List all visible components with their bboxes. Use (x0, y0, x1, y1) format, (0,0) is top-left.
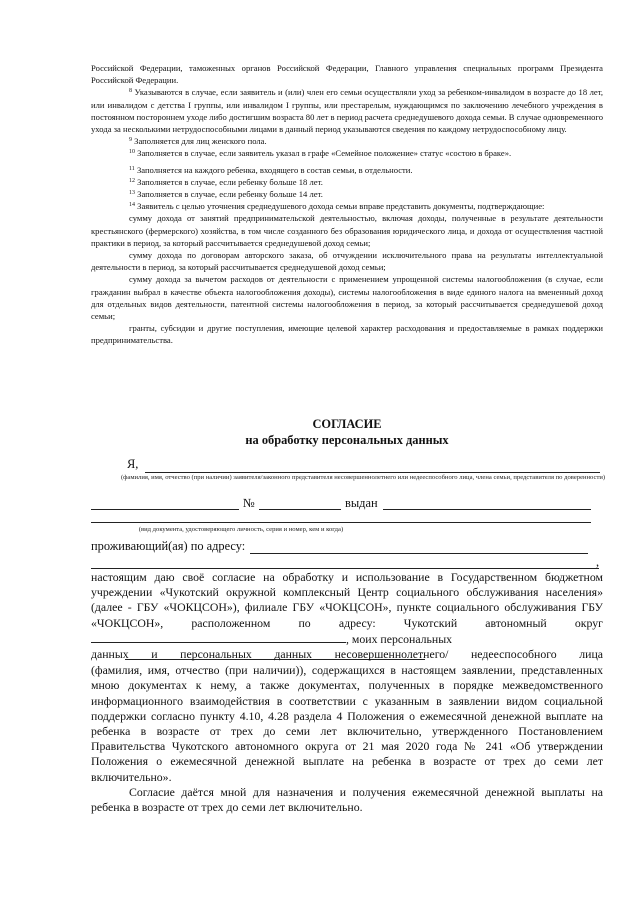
footnote-text: Заявитель с целью уточнения среднедушевого дохода семьи вправе представить документы, подтверждающие: (137, 201, 545, 212)
footnote-mark: 9 (129, 137, 132, 144)
footnote-8 (91, 86, 603, 135)
consent-body (91, 570, 603, 815)
consent-text: настоящим даю своё согласие на обработку и использование в Государственном бюджетном учреждении «Чукотский окружной комплексный Центр социального обслуживания населения» (далее - ГБУ «ЧОКЦСОН»), филиале ГБУ «ЧОКЦСОН», пункте социального обслуживания ГБУ «ЧОКЦСОН», расположенном по адресу: Чукотский автономный округ (91, 570, 603, 630)
footnote-10 (91, 147, 603, 159)
consent-title: СОГЛАСИЕ (312, 417, 382, 431)
footnote-mark: 11 (129, 165, 135, 172)
address-field-2[interactable] (91, 568, 599, 569)
document-type-field[interactable] (91, 509, 239, 510)
consent-paragraph-1c (91, 647, 603, 662)
footnote-mark: 10 (129, 149, 135, 156)
full-name-field[interactable] (145, 472, 600, 473)
consent-text: , моих персональных (346, 631, 453, 646)
footnote-12 (91, 176, 603, 188)
document-number-field[interactable] (259, 509, 341, 510)
footnote-11 (91, 164, 603, 176)
footnote-13 (91, 188, 603, 200)
full-name-caption: (фамилия, имя, отчество (при наличии) заявителя/законного представителя несовершеннолетнего или недееспособного лица, члена семьи, представителя по доверенности) (120, 474, 606, 481)
footnote-9 (91, 135, 603, 147)
consent-text: данных и персональных данных несовершеннолетнего/ недееспособного лица (91, 647, 603, 662)
footnote-text: Заполняется на каждого ребенка, входящего в состав семьи, в отдельности. (136, 164, 413, 175)
number-sign: № (243, 496, 255, 510)
footnote-continuation: Российской Федерации, таможенных органов Российской Федерации, Главного управления специальных программ Президента Российской Федерации. (91, 63, 603, 86)
footnote-mark: 8 (129, 88, 132, 95)
footnote-mark: 14 (129, 202, 135, 209)
footnote-text: Заполняется в случае, если ребенку больше 18 лет. (137, 176, 323, 187)
footnote-14 (91, 200, 603, 212)
footnote-text: Заполняется для лиц женского пола. (134, 136, 267, 147)
footnote-14-c: сумму дохода за вычетом расходов от деятельности с применением упрощенной системы налогообложения (в случае, если гражданин выбрал в качестве объекта налогообложения доходы), системы налогообложения в виде единого налога на вмененный доход для отдельных видов деятельности, патентной системы налогообложения в период, за который рассчитывается среднедушевой доход семьи; (91, 274, 603, 322)
consent-paragraph-1a (91, 570, 603, 647)
footnote-14-d: гранты, субсидии и другие поступления, имеющие целевой характер расходования и предоставляемые в рамках поддержки предпринимательства. (91, 323, 603, 346)
footnote-text: Заполняется в случае, если заявитель указал в графе «Семейное положение» статус «состою в браке». (137, 148, 512, 159)
footnote-text: Указываются в случае, если заявитель и (или) член его семьи осуществляли уход за ребенком-инвалидом в возрасте до 18 лет, или инвалидом с детства I группы, или инвалидом I группы, или престарелым, нуждающимся по заключению лечебного учреждения в постоянном постороннем уходе либо достигшим возраста 80 лет в период расчета среднедушевого дохода семьи. В случае одновременного ухода за несколькими нетрудоспособными лицами в данный период указываются сведения по каждому нетрудоспособному лицу. (91, 87, 604, 135)
footnote-mark: 12 (129, 177, 135, 184)
address-label: проживающий(ая) по адресу: (91, 539, 246, 553)
document-caption: (вид документа, удостоверяющего личность, серия и номер, кем и когда) (138, 526, 344, 533)
issued-label: выдан (345, 496, 378, 510)
address-comma: , (596, 555, 600, 569)
ya-label: Я, (127, 457, 139, 471)
footnote-14-a: сумму дохода от занятий предпринимательской деятельностью, включая доходы, полученные в результате деятельности крестьянского (фермерского) хозяйства, в том числе созданного без образования юридического лица, и дохода от осуществления частной практики в период, за который рассчитывается среднедушевой доход семьи; (91, 213, 603, 248)
address-field[interactable] (250, 553, 588, 554)
issued-by-field[interactable] (383, 509, 591, 510)
footnote-text: Заполняется в случае, если ребенку больше 14 лет. (137, 189, 323, 200)
consent-paragraph-2: Согласие даётся мной для назначения и получения ежемесячной денежной выплаты на ребенка в возрасте от трех до семи лет включительно. (91, 784, 603, 815)
issued-by-field-2[interactable] (91, 522, 591, 523)
consent-subtitle: на обработку персональных данных (245, 433, 449, 447)
footnote-mark: 13 (129, 190, 135, 197)
footnote-14-b: сумму дохода по договорам авторского заказа, об отчуждении исключительного права на результаты интеллектуальной деятельности в период, за который рассчитывается среднедушевой доход семьи; (91, 250, 603, 273)
district-field[interactable] (91, 631, 346, 643)
footnotes (91, 62, 603, 347)
consent-paragraph-1d: (фамилия, имя, отчество (при наличии)), содержащихся в настоящем заявлении, представленных мною документах к нему, а также документах, полученных в порядке межведомственного информационного взаимодействия в соответствии с указанным в заявлении видом социальной поддержки согласно пункту 4.10, 4.28 раздела 4 Положения о ежемесячной денежной выплате на ребенка в возрасте от трех до семи лет включительно, утвержденного Постановлением Правительства Чукотского автономного округа от 21 мая 2020 года № 241 «Об утверждении Положения о ежемесячной денежной выплате на ребенка в возрасте от трех до семи лет включительно». (91, 663, 603, 784)
